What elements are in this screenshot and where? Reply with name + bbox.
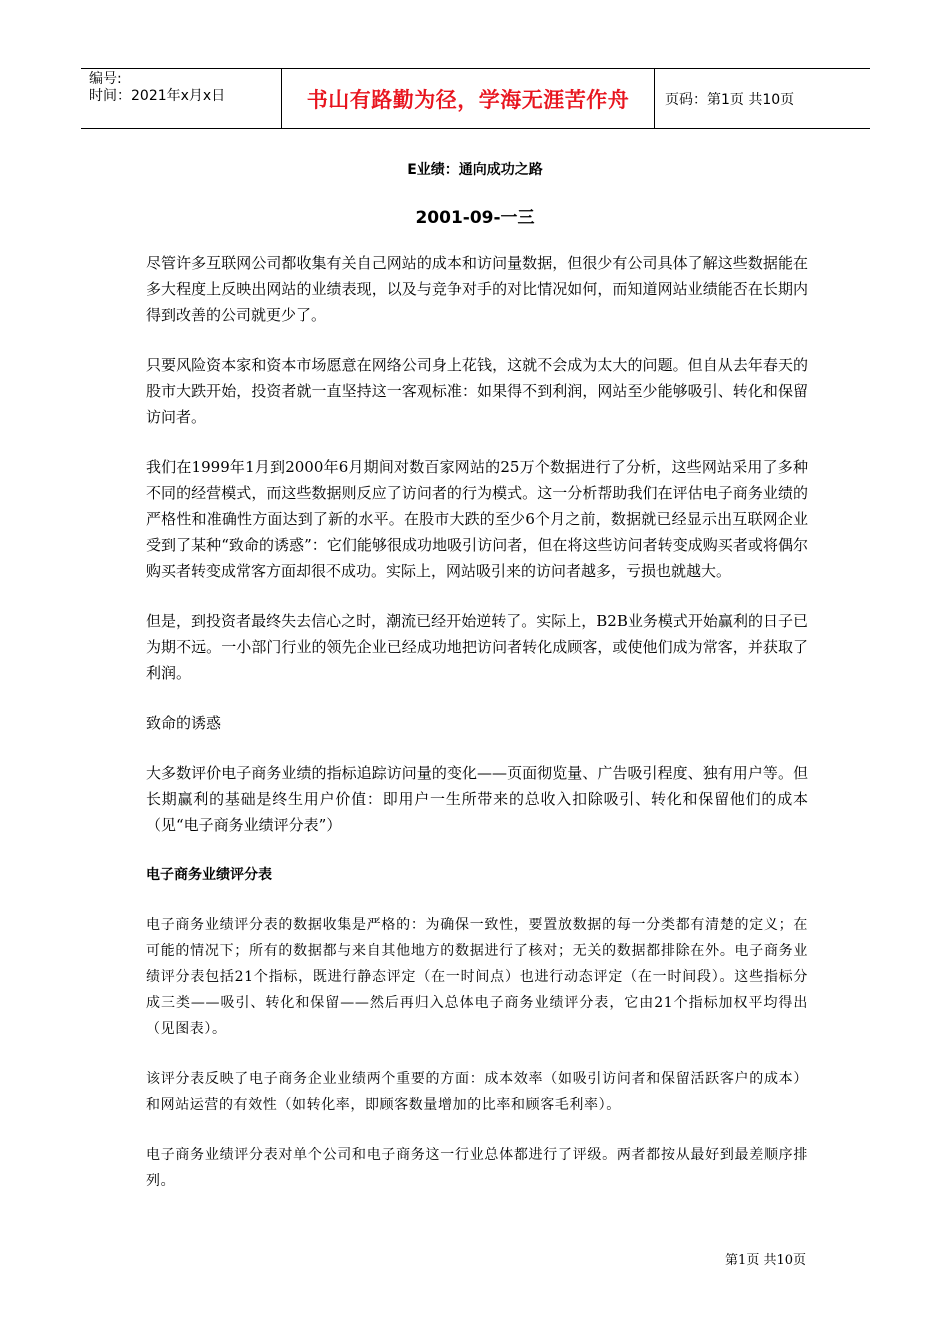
- page-header: [81, 68, 870, 129]
- header-meta: [81, 69, 282, 128]
- paragraph-5: 大多数评价电子商务业绩的指标追踪访问量的变化——页面彻览量、广告吸引程度、独有用户等。但长期赢利的基础是终生用户价值：即用户一生所带来的总收入扣除吸引、转化和保留他们的成本（见“电子商务业绩评分表”）: [146, 764, 808, 834]
- paragraph-3: 我们在1999年1月到2000年6月期间对数百家网站的25万个数据进行了分析，这些网站采用了多种不同的经营模式，而这些数据则反应了访问者的行为模式。这一分析帮助我们在评估电子商务业绩的严格性和准确性方面达到了新的水平。在股市大跌的至少6个月之前，数据就已经显示出互联网企业受到了某种“致命的诱惑”：它们能够很成功地吸引访问者，但在将这些访问者转变成购买者或将偶尔购买者转变成常客方面却很不成功。实际上，网站吸引来的访问者越多，亏损也就越大。: [146, 458, 808, 580]
- page-footer: 第1页 共10页: [725, 1253, 806, 1268]
- section-heading-scorecard: 电子商务业绩评分表: [146, 867, 272, 883]
- document-number-label: 编号:: [89, 71, 122, 87]
- paragraph-6: 电子商务业绩评分表的数据收集是严格的：为确保一致性，要置放数据的每一分类都有清楚的定义；在可能的情况下；所有的数据都与来自其他地方的数据进行了核对；无关的数据都排除在外。电子商务业绩评分表包括21个指标，既进行静态评定（在一时间点）也进行动态评定（在一时间段）。这些指标分成三类——吸引、转化和保留——然后再归入总体电子商务业绩评分表，它由21个指标加权平均得出（见图表）。: [146, 917, 808, 1037]
- paragraph-1: 尽管许多互联网公司都收集有关自己网站的成本和访问量数据，但很少有公司具体了解这些数据能在多大程度上反映出网站的业绩表现，以及与竞争对手的对比情况如何，而知道网站业绩能否在长期内得到改善的公司就更少了。: [146, 254, 808, 324]
- header-page-info: 页码：第1页 共10页: [665, 91, 795, 108]
- document-body: [146, 250, 808, 1218]
- paragraph-4: 但是，到投资者最终失去信心之时，潮流已经开始逆转了。实际上，B2B业务模式开始赢利的日子已为期不远。一小部门行业的领先企业已经成功地把访问者转化成顾客，或使他们成为常客，并获取了利润。: [146, 612, 808, 682]
- paragraph-2: 只要风险资本家和资本市场愿意在网络公司身上花钱，这就不会成为太大的问题。但自从去年春天的股市大跌开始，投资者就一直坚持这一客观标准：如果得不到利润，网站至少能够吸引、转化和保留访问者。: [146, 356, 808, 426]
- header-motto: 书山有路勤为径，学海无涯苦作舟: [282, 69, 655, 128]
- document-date: 2001-09-一三: [415, 208, 535, 228]
- document-title: E业绩：通向成功之路: [407, 162, 543, 178]
- paragraph-7: 该评分表反映了电子商务企业业绩两个重要的方面：成本效率（如吸引访问者和保留活跃客户的成本）和网站运营的有效性（如转化率，即顾客数量增加的比率和顾客毛利率）。: [146, 1071, 808, 1113]
- section-heading-fatal-attraction: 致命的诱惑: [146, 714, 222, 732]
- document-time-label: 时间：2021年x月x日: [89, 88, 226, 104]
- paragraph-8: 电子商务业绩评分表对单个公司和电子商务这一行业总体都进行了评级。两者都按从最好到最差顺序排列。: [146, 1147, 808, 1189]
